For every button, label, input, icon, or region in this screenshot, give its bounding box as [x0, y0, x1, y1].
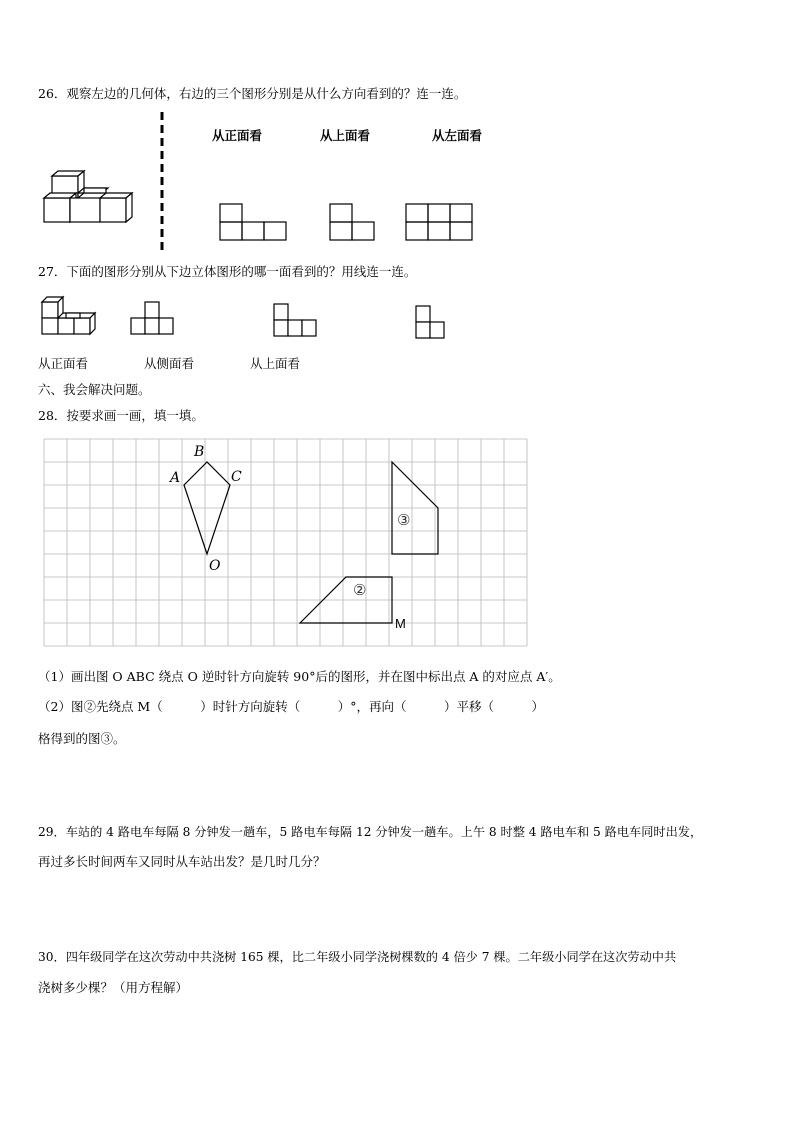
point-a-label: A: [170, 470, 181, 486]
q26-label-front: 从正面看: [212, 128, 263, 143]
q28-text: 28．按要求画一画，填一填。: [38, 408, 204, 423]
q27-label-front: 从正面看: [38, 356, 89, 371]
point-b-label: B: [194, 444, 205, 460]
q26-label-left: 从左面看: [432, 128, 483, 143]
shape-2-label: ②: [353, 581, 367, 599]
section-title: 六、我会解决问题。: [38, 382, 151, 397]
q27-label-top: 从上面看: [250, 356, 301, 371]
q26-text: 26．观察左边的几何体，右边的三个图形分别是从什么方向看到的？连一连。: [38, 86, 467, 101]
q29-line1: 29．车站的 4 路电车每隔 8 分钟发一趟车，5 路电车每隔 12 分钟发一趟车。上午 8 时整 4 路电车和 5 路电车同时出发，: [38, 825, 703, 839]
q28-part2-continued: 格得到的图③。: [38, 731, 126, 746]
q30-line1: 30．四年级同学在这次劳动中共浇树 165 棵，比二年级小同学浇树棵数的 4 倍少 7 棵。二年级小同学在这次劳动中共: [38, 950, 677, 964]
q30-line2: 浇树多少棵？（用方程解）: [38, 980, 189, 995]
q26-label-top: 从上面看: [320, 128, 371, 143]
q27-label-side: 从侧面看: [144, 356, 195, 371]
q28-part2: （2）图②先绕点 M（ ）时针方向旋转（ ）°，再向（ ）平移（ ）: [38, 699, 544, 714]
q28-part1: （1）画出图 O ABC 绕点 O 逆时针方向旋转 90°后的图形，并在图中标出点 A 的对应点 A′。: [38, 669, 561, 684]
shape-3-label: ③: [397, 511, 411, 529]
q29-line2: 再过多长时间两车又同时从车站出发？是几时几分？: [38, 854, 326, 869]
point-o-label: O: [209, 558, 221, 574]
point-c-label: C: [231, 469, 242, 485]
point-m-label: M: [395, 616, 406, 631]
q27-text: 27．下面的图形分别从下边立体图形的哪一面看到的？用线连一连。: [38, 264, 417, 279]
